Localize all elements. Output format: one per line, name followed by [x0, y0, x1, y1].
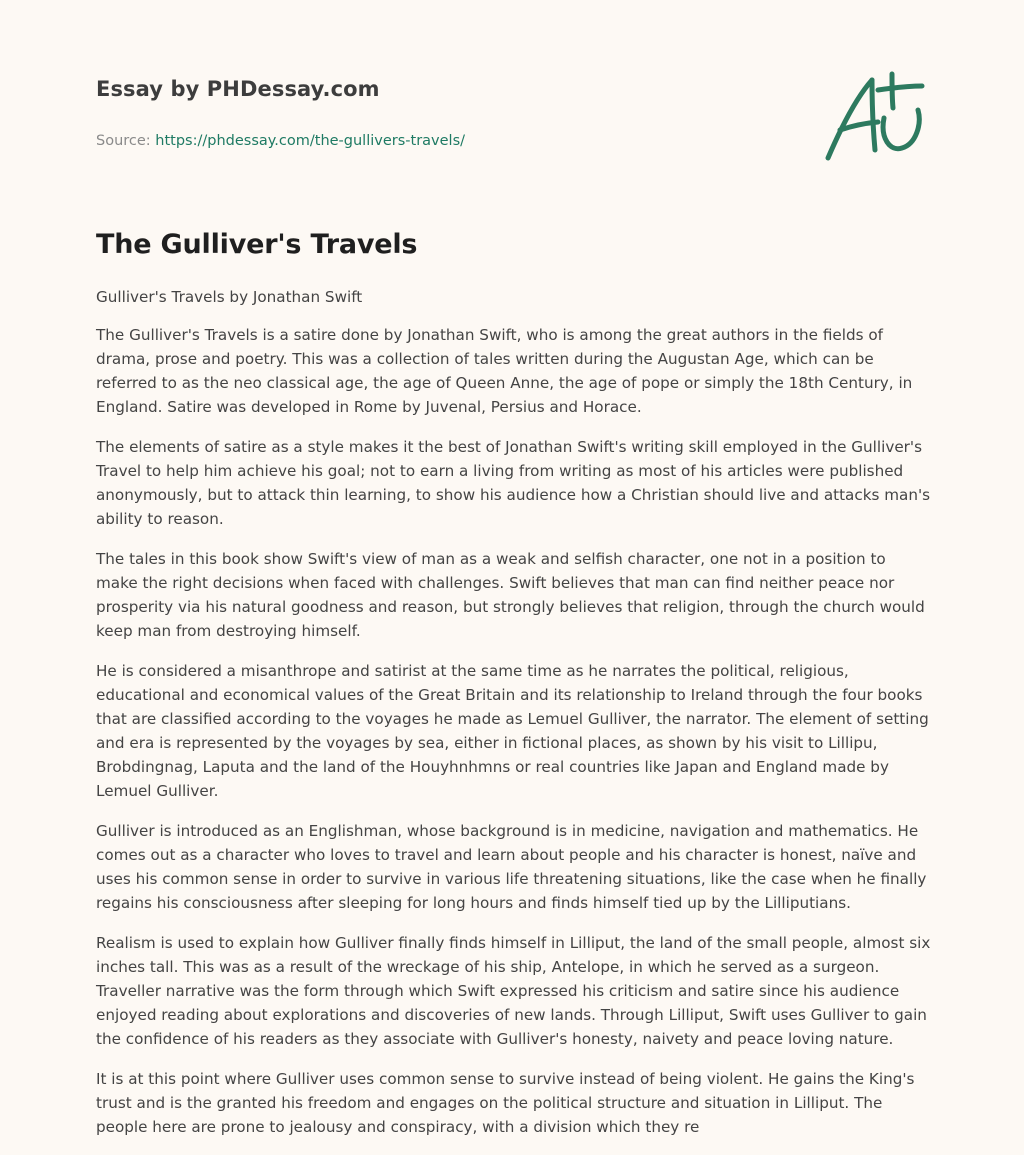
a-plus-logo-icon [822, 68, 928, 164]
essay-header [96, 74, 796, 151]
source-label: Source: [96, 133, 156, 149]
source-link[interactable]: https://phdessay.com/the-gullivers-travels/ [155, 133, 466, 149]
source-line [96, 131, 796, 151]
essay-title: The Gulliver's Travels [96, 229, 418, 260]
paragraph: Realism is used to explain how Gulliver finally finds himself in Lilliput, the land of the small people, almost six inches tall. This was as a result of the wreckage of his ship, Antelope, in which he served as a surgeon. Traveller narrative was the form through which Swift expressed his criticism and satire since his audience enjoyed reading about explorations and discoveries of new lands. Through Lilliput, Swift uses Gulliver to gain the confidence of his readers as they associate with Gulliver's honesty, naivety and peace loving nature. [96, 934, 931, 1048]
paragraph: The elements of satire as a style makes it the best of Jonathan Swift's writing skill employed in the Gulliver's Travel to help him achieve his goal; not to earn a living from writing as most of his articles were published anonymously, but to attack thin learning, to show his audience how a Christian should live and attacks man's ability to reason. [96, 438, 931, 528]
essay-body [96, 285, 932, 1155]
paragraph: It is at this point where Gulliver uses common sense to survive instead of being violent. He gains the King's trust and is the granted his freedom and engages on the political structure and situation in Lilliput. The people here are prone to jealousy and conspiracy, with a division which they re [96, 1070, 915, 1136]
paragraph: He is considered a misanthrope and satirist at the same time as he narrates the political, religious, educational and economical values of the Great Britain and its relationship to Ireland through the four books that are classified according to the voyages he made as Lemuel Gulliver, the narrator. The element of setting and era is represented by the voyages by sea, either in fictional places, as shown by his visit to Lillipu, Brobdingnag, Laputa and the land of the Houyhnhmns or real countries like Japan and England made by Lemuel Gulliver. [96, 662, 929, 800]
paragraph: Gulliver is introduced as an Englishman, whose background is in medicine, navigation and mathematics. He comes out as a character who loves to travel and learn about people and his character is honest, naïve and uses his common sense in order to survive in various life threatening situations, like the case when he finally regains his consciousness after sleeping for long hours and finds himself tied up by the Lilliputians. [96, 822, 927, 912]
paragraph: The tales in this book show Swift's view of man as a weak and selfish character, one not in a position to make the right decisions when faced with challenges. Swift believes that man can find neither peace nor prosperity via his natural goodness and reason, but strongly believes that religion, through the church would keep man from destroying himself. [96, 550, 925, 640]
paragraph: The Gulliver's Travels is a satire done by Jonathan Swift, who is among the great authors in the fields of drama, prose and poetry. This was a collection of tales written during the Augustan Age, which can be referred to as the neo classical age, the age of Queen Anne, the age of pope or simply the 18th Century, in England. Satire was developed in Rome by Juvenal, Persius and Horace. [96, 326, 913, 416]
essay-subtitle: Gulliver's Travels by Jonathan Swift [96, 288, 363, 306]
site-brand: Essay by PHDessay.com [96, 77, 380, 101]
